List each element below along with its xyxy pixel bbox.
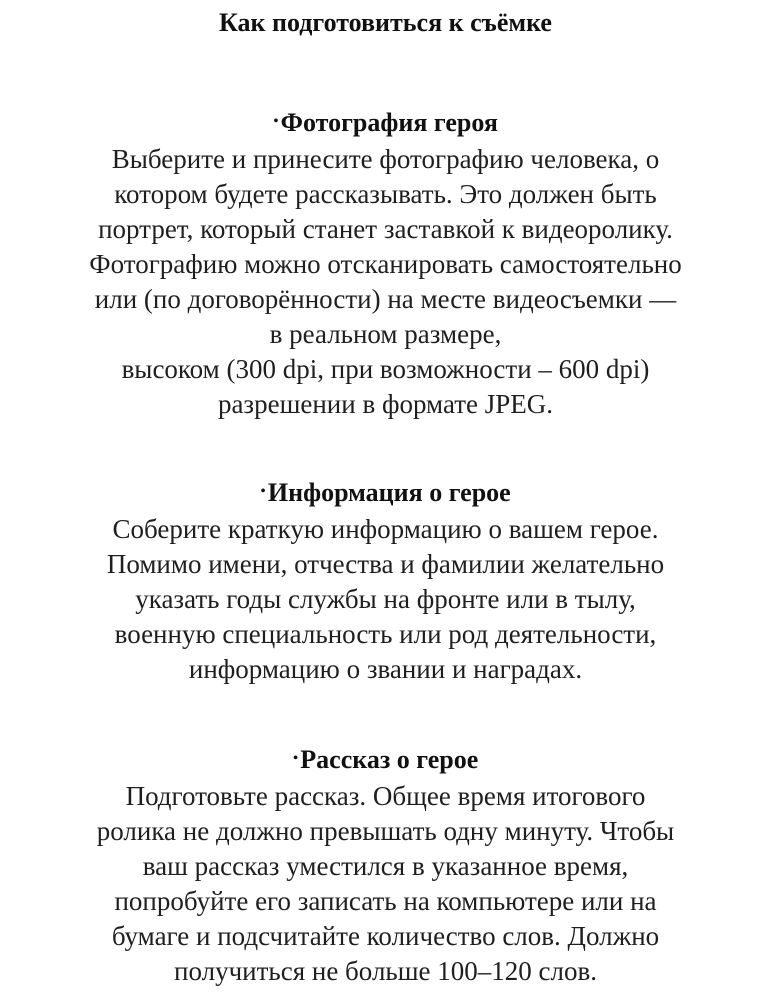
body-line: бумаге и подсчитайте количество слов. Должно [111, 921, 660, 952]
body-line: указать годы службы на фронте или в тылу, [135, 584, 636, 615]
bullet-icon: • [260, 483, 266, 501]
bullet-icon: • [292, 750, 299, 768]
body-line: Помимо имени, отчества и фамилии желательно [106, 549, 665, 580]
section-heading-text: Рассказ о герое [300, 745, 479, 774]
section-hero-info [0, 478, 771, 687]
body-line: Фотографию можно отсканировать самостоятельно [89, 249, 682, 280]
section-body [0, 779, 771, 989]
section-hero-photo [0, 108, 771, 422]
body-line: в реальном размере, [269, 319, 502, 350]
section-heading [0, 478, 771, 510]
body-line: разрешении в формате JPEG. [217, 389, 554, 420]
bullet-icon: • [273, 113, 279, 131]
body-line: информацию о звании и наградах. [188, 654, 583, 685]
body-line: высоком (300 dpi, при возможности – 600 dpi) [121, 354, 650, 385]
section-body [0, 512, 771, 687]
section-heading [0, 745, 771, 777]
body-line: получиться не больше 100–120 слов. [174, 956, 597, 987]
body-line: Соберите краткую информацию о вашем герое. [112, 514, 659, 545]
body-line: котором будете рассказывать. Это должен быть [114, 179, 657, 210]
section-heading-text: Информация о герое [267, 478, 511, 507]
body-line: попробуйте его записать на компьютере или на [114, 886, 657, 917]
body-line: военную специальность или род деятельности, [114, 619, 657, 650]
body-line: ваш рассказ уместился в указанное время, [142, 851, 629, 882]
page-title: Как подготовиться к съёмке [219, 8, 552, 37]
body-line: Выберите и принесите фотографию человека, о [111, 144, 660, 175]
body-line: ролика не должно превышать одну минуту. Чтобы [96, 816, 675, 847]
section-body [0, 142, 771, 422]
body-line: портрет, который станет заставкой к видеоролику. [98, 214, 673, 245]
body-line: Подготовьте рассказ. Общее время итогового [125, 781, 646, 812]
section-heading [0, 108, 771, 140]
section-hero-story [0, 745, 771, 989]
section-heading-text: Фотография героя [280, 108, 498, 137]
body-line: или (по договорённости) на месте видеосъемки — [94, 284, 677, 315]
